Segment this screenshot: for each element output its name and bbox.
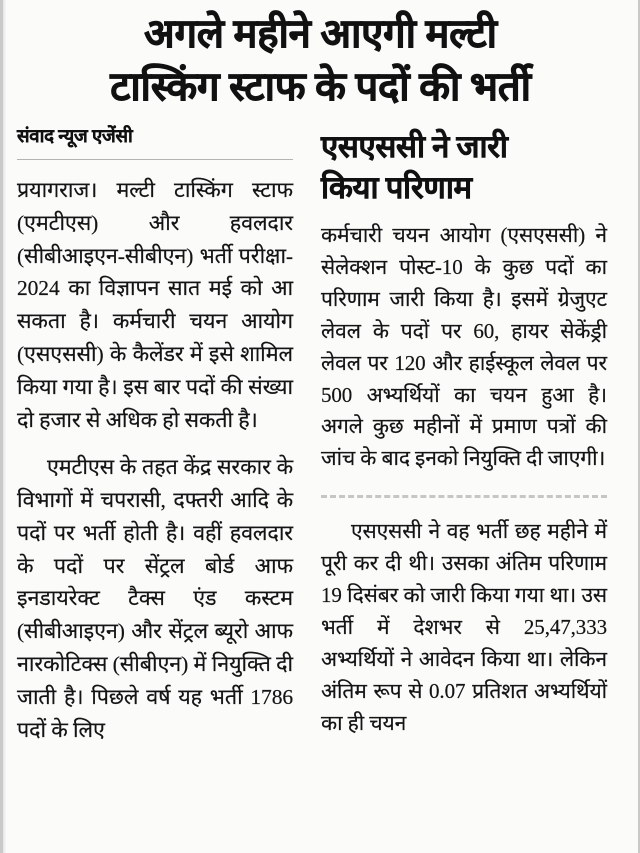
headline-line-1: अगले महीने आएगी मल्टी xyxy=(144,11,497,56)
byline: संवाद न्यूज एजेंसी xyxy=(17,126,133,147)
sub-headline-line-2: किया परिणाम xyxy=(321,169,472,205)
left-paragraph-1: प्रयागराज। मल्टी टास्किंग स्टाफ (एमटीएस) और हवलदार (सीबीआइएन-सीबीएन) भर्ती परीक्षा- 2024 का विज्ञापन सात मई को आ सकता है। कर्मचारी चयन आयोग (एसएससी) के कैलेंडर में इसे शामिल किया गया है। इस बार पदों की संख्या दो हजार से अधिक हो सकती है। xyxy=(17,177,293,433)
sub-headline xyxy=(321,126,607,208)
byline-divider xyxy=(17,159,293,160)
right-column xyxy=(321,126,621,740)
page-title xyxy=(3,0,638,114)
left-column xyxy=(3,126,299,747)
sub-headline-line-1: एसएससी ने जारी xyxy=(321,128,508,164)
headline-line-2: टास्किंग स्टाफ के पदों की भर्ती xyxy=(110,63,531,109)
article-columns xyxy=(3,126,638,747)
right-paragraph-2: एसएससी ने वह भर्ती छह महीने में पूरी कर दी थी। उसका अंतिम परिणाम 19 दिसंबर को जारी किया गया था। उस भर्ती में देशभर से 25,47,333 अभ्यर्थियों ने आवेदन किया था। लेकिन अंतिम रूप से 0.07 प्रतिशत अभ्यर्थियों का ही चयन xyxy=(321,519,607,735)
right-paragraph-1: कर्मचारी चयन आयोग (एसएससी) ने सेलेक्शन पोस्ट-10 के कुछ पदों का परिणाम जारी किया है। इसमें ग्रेजुएट लेवल के पदों पर 60, हायर सेकेंड्री लेवल पर 120 और हाईस्कूल लेवल पर 500 अभ्यर्थियों का चयन हुआ है। अगले कुछ महीनों में प्रमाण पत्रों की जांच के बाद इनको नियुक्ति दी जाएगी। xyxy=(321,223,607,471)
left-paragraph-2: एमटीएस के तहत केंद्र सरकार के विभागों में चपरासी, दफ्तरी आदि के पदों पर भर्ती होती है। वहीं हवलदार के पदों पर सेंट्रल बोर्ड आफ इनडायरेक्ट टैक्स एंड कस्टम (सीबीआइएन) और सेंट्रल ब्यूरो आफ नारकोटिक्स (सीबीएन) में नियुक्ति दी जाती है। पिछले वर्ष यह भर्ती 1786 पदों के लिए xyxy=(17,454,293,743)
section-divider xyxy=(321,495,607,498)
